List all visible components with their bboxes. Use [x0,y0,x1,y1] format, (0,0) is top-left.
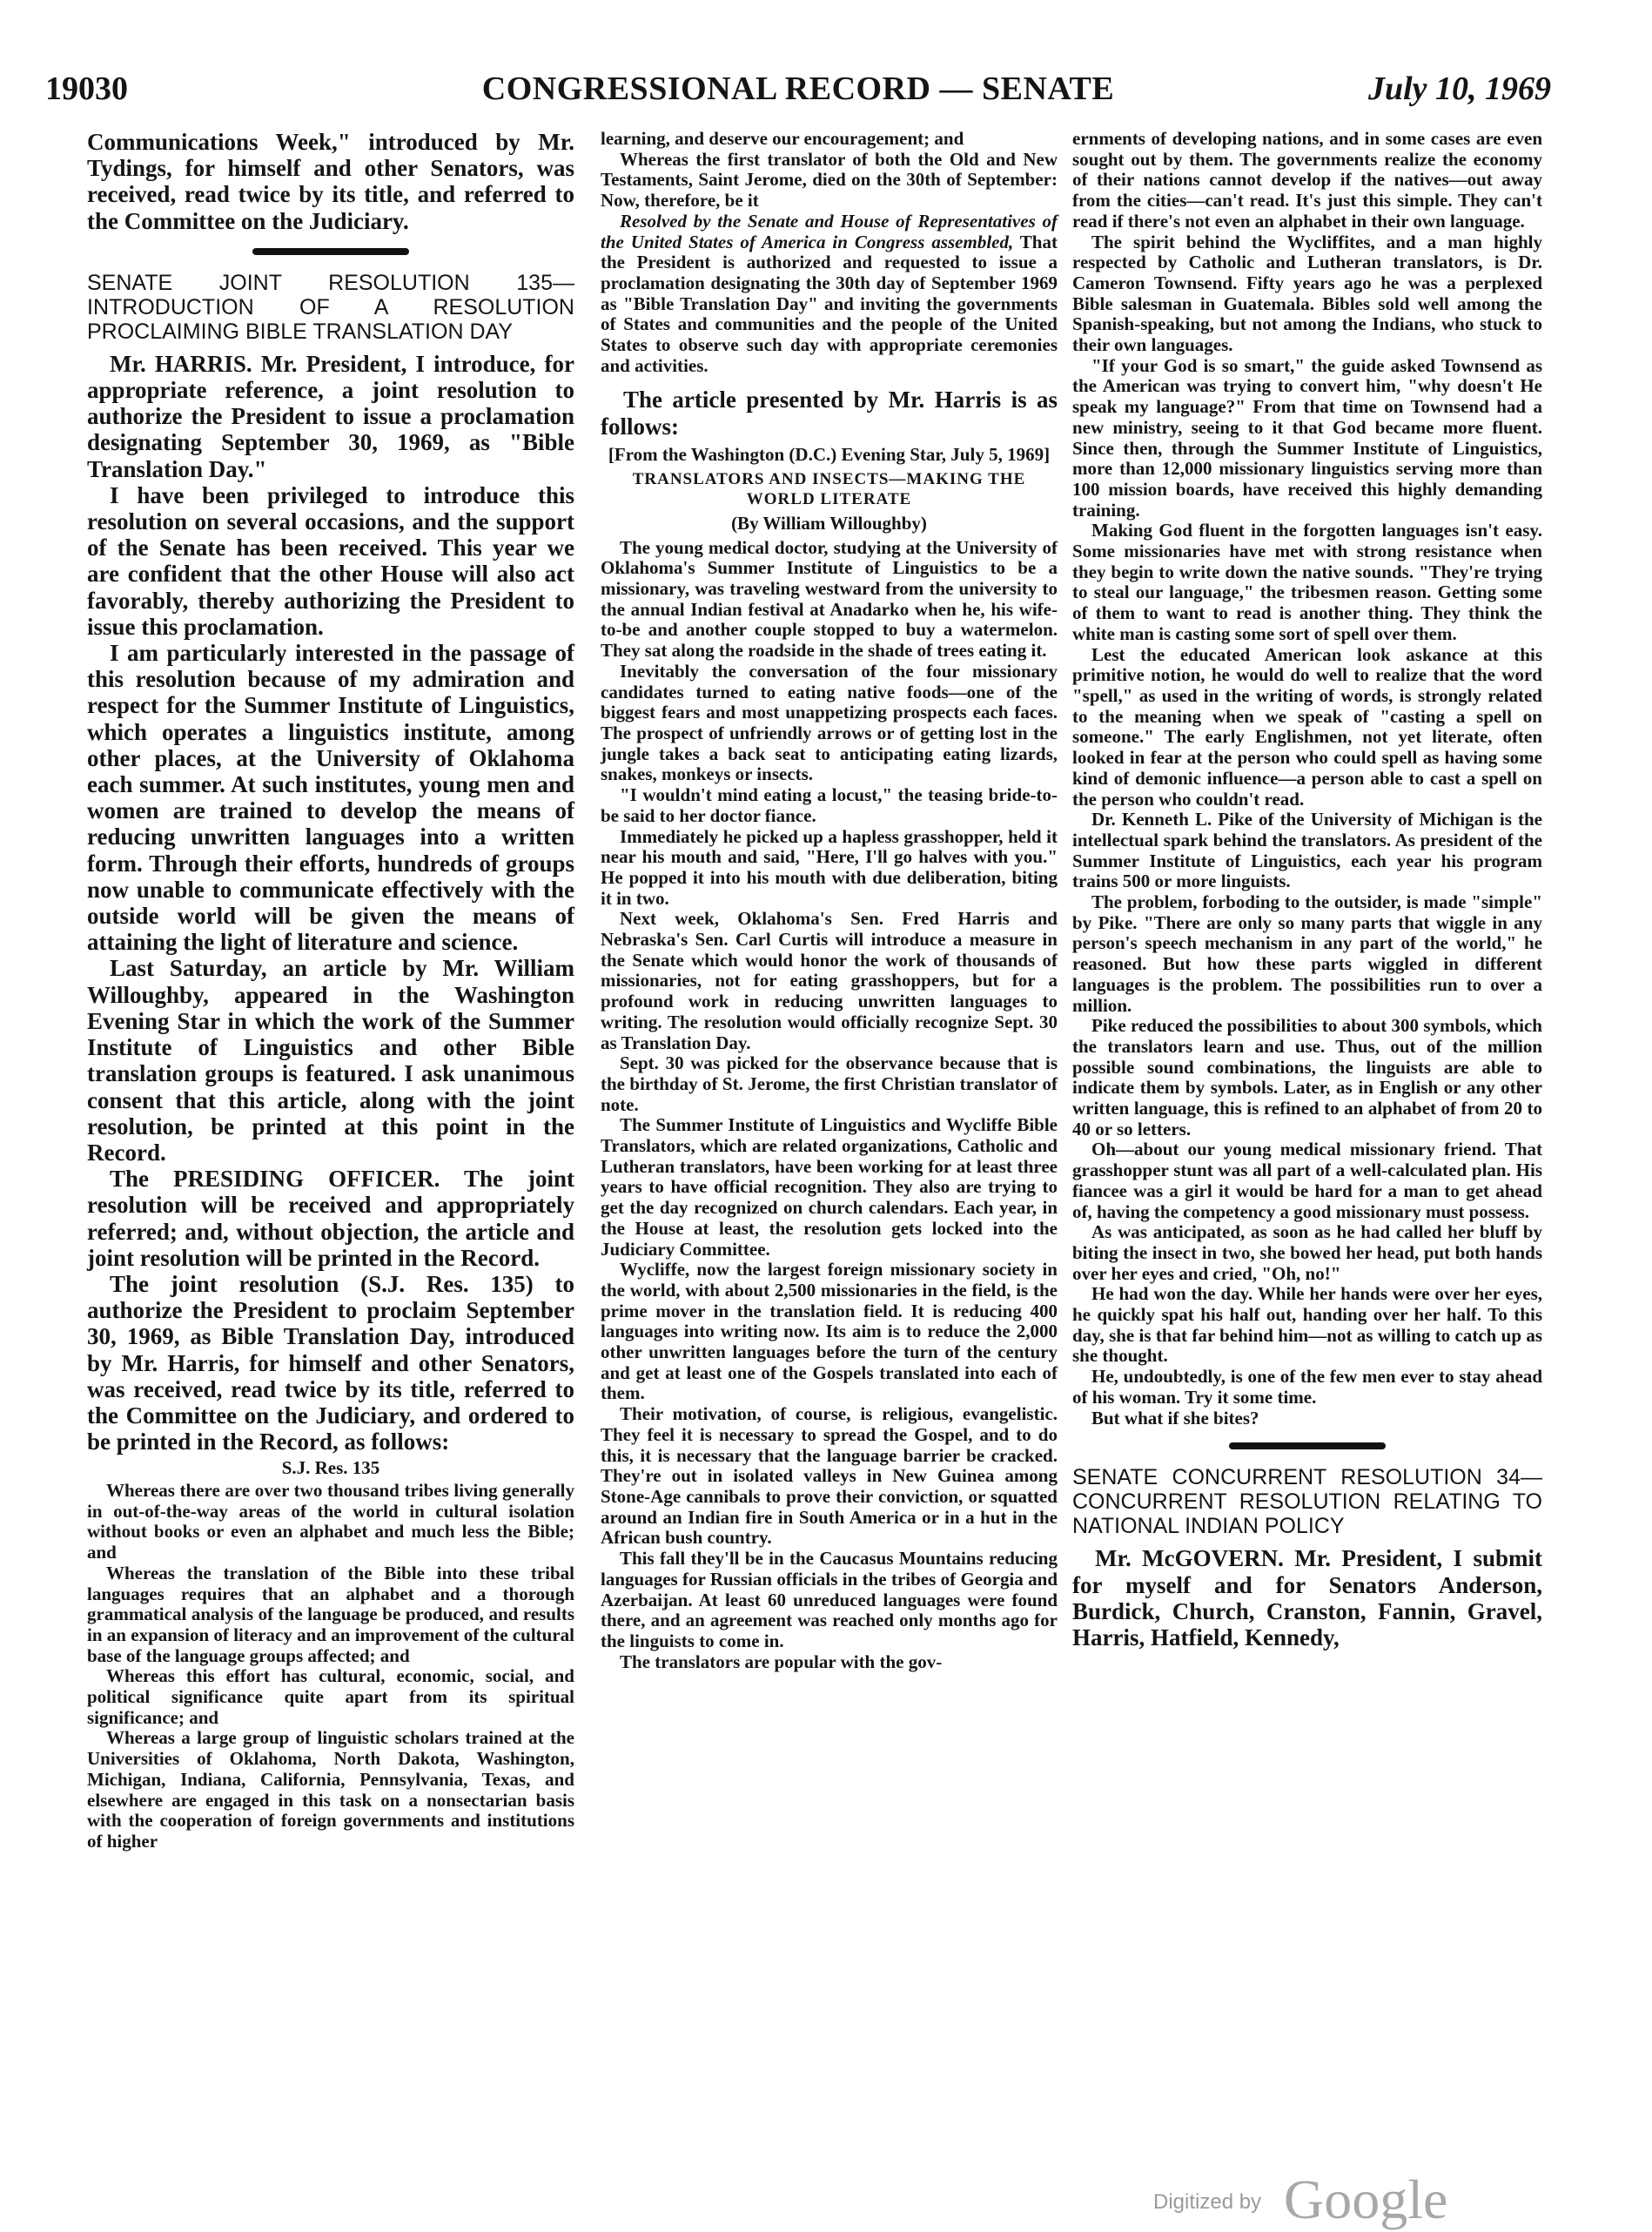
paragraph: Immediately he picked up a hapless grasshopper, held it near his mouth and said, "Here, I'll go halves with you." He popped it into his mouth with due deliberation, biting it in two. [601,825,1058,909]
paragraph: This fall they'll be in the Caucasus Mountains reducing languages for Russian officials in the tribes of Georgia and Azerbaijan. At least 60 unreduced languages were found there, and an agreement was reached only months ago for the linguists to come in. [601,1548,1058,1651]
paragraph: Dr. Kenneth L. Pike of the University of Michigan is the intellectual spark behind the translators. As president of the Summer Institute of Linguistics, each year his program trains 500 or more linguists. [1072,809,1542,892]
article-source: [From the Washington (D.C.) Evening Star, July 5, 1969] [608,443,1051,465]
paragraph: The problem, forboding to the outsider, is made "simple" by Pike. "There are only so many parts that wiggle in any person's speech mechanism in any part of the world," he reasoned. But how these parts wiggled in different languages is the problem. The possibilities run to over a million. [1072,891,1542,1016]
paragraph: But what if she bites? [1091,1407,1259,1429]
paragraph: Their motivation, of course, is religious, evangelistic. They feel it is necessary to spread the Gospel, and to do this, it is necessary that the language barrier be cracked. They're out in isolated valleys in New Guinea among Stone-Age cannibals to prove their conviction, or squatted around an Indian fire in South America or in a hut in the African bush country. [601,1403,1058,1549]
paragraph: Sept. 30 was picked for the observance because that is the birthday of St. Jerome, the first Christian translator of note. [601,1052,1058,1115]
paragraph: He had won the day. While her hands were over her eyes, he quickly spat his half out, handing over her half. To this day, she is that far behind him—not as willing to catch up as she thought. [1072,1283,1542,1367]
resolution-label: S.J. Res. 135 [281,1457,380,1479]
publication-title: CONGRESSIONAL RECORD — SENATE [481,71,1115,107]
whereas-clause: Whereas this effort has cultural, economic, social, and political significance quite apart from its spiritual significance; and [87,1665,574,1728]
whereas-clause: learning, and deserve our encouragement; and [601,128,964,149]
digitized-watermark [1153,2168,1519,2230]
whereas-clause: Whereas the first translator of both the Old and New Testaments, Saint Jerome, died on the 30th of September: Now, therefore, be it [601,148,1058,212]
paragraph: Wycliffe, now the largest foreign missionary society in the world, with about 2,500 missionaries in the field, is the prime mover in the translation field. It is reducing 400 languages into writing now. Its aim is to reduce the 2,000 other unwritten languages before the turn of the century and get at least one of the Gospels translated into each of them. [601,1259,1058,1404]
paragraph: Inevitably the conversation of the four missionary candidates turned to eating native foods—one of the biggest fears and most unappetizing prospects each faces. The prospect of unfriendly arrows or of getting lost in the jungle takes a back seat to anticipating eating lizards, snakes, monkeys or insects. [601,660,1058,785]
paragraph: The joint resolution (S.J. Res. 135) to authorize the President to proclaim September 30, 1969, as Bible Translation Day, introduced by Mr. Harris, for himself and other Senators, was received, read twice by its title, referred to the Committee on the Judiciary, and ordered to be printed in the Record, as follows: [87,1270,574,1456]
paragraph: The spirit behind the Wycliffites, and a man highly respected by Catholic and Lutheran translators, is Dr. Cameron Townsend. Fifty years ago he was a perplexed Bible salesman in Guatemala. Bibles sold well among the Spanish-speaking, but not among the Indians, who stuck to their own languages. [1072,231,1542,356]
paragraph: Lest the educated American look askance at this primitive notion, he would do well to realize that the word "spell," as used in the writing of words, is strongly related to the meaning when we speak of "casting a spell on someone." The early Englishmen, not yet literate, often looked in fear at the person who could spell as having some kind of demonic influence—a person able to cast a spell on the person who couldn't read. [1072,643,1542,810]
paragraph: "I wouldn't mind eating a locust," the teasing bride-to-be said to her doctor fiance. [601,784,1058,826]
paragraph: Making God fluent in the forgotten languages isn't easy. Some missionaries have met with strong resistance when they begin to write down the native sounds. "They're trying to steal our language," the tribesmen reason. Getting some of them to want to read is another thing. They think the white man is casting some sort of spell over them. [1072,520,1542,644]
section-heading: SENATE CONCURRENT RESOLUTION 34—CONCURRENT RESOLUTION RELATING TO NATIONAL INDIAN POLICY [1072,1465,1542,1539]
paragraph: He, undoubtedly, is one of the few men ever to stay ahead of his woman. Try it some time. [1072,1366,1542,1408]
paragraph: Last Saturday, an article by Mr. William Willoughby, appeared in the Washington Evening Star in which the work of the Summer Institute of Linguistics and other Bible translation groups is featured. I ask unanimous consent that this article, along with the joint resolution, be printed at this point in the Record. [87,955,574,1166]
paragraph: Mr. McGOVERN. Mr. President, I submit for myself and for Senators Anderson, Burdick, Church, Cranston, Fannin, Gravel, Harris, Hatfield, Kennedy, [1072,1545,1542,1650]
paragraph: The translators are popular with the gov- [620,1650,943,1672]
resolved-enacting-phrase: Resolved by the Senate and House of Representatives of the United States of America in Congress assembled, [601,210,1058,252]
paragraph: The PRESIDING OFFICER. The joint resolution will be received and appropriately referred; and, without objection, the article and joint resolution will be printed in the Record. [87,1166,574,1271]
paragraph: As was anticipated, as soon as he had called her bluff by biting the insect in two, she bowed her head, put both hands over her eyes and cried, "Oh, no!" [1072,1221,1542,1284]
paragraph: Communications Week," introduced by Mr. Tydings, for himself and other Senators, was received, read twice by its title, and referred to the Committee on the Judiciary. [87,129,574,234]
whereas-clause: Whereas the translation of the Bible into these tribal languages requires that an alphabet and a thorough grammatical analysis of the language be produced, and results in an expansion of literacy and an improvement of the cultural base of the language groups affected; and [87,1562,574,1666]
whereas-clause: Whereas there are over two thousand tribes living generally in out-of-the-way areas of the world in cultural isolation without books or even an alphabet and much less the Bible; and [87,1480,574,1563]
paragraph: Next week, Oklahoma's Sen. Fred Harris and Nebraska's Sen. Carl Curtis will introduce a measure in the Senate which would honor the work of thousands of missionaries, not for eating grasshoppers, but for a profound work in reducing unwritten languages to writing. The resolution would officially recognize Sept. 30 as Translation Day. [601,908,1058,1053]
article-intro: The article presented by Mr. Harris is as follows: [601,387,1058,440]
article-byline: (By William Willoughby) [731,512,927,534]
paragraph: The Summer Institute of Linguistics and Wycliffe Bible Translators, which are related organizations, Catholic and Lutheran translators, have been working for at least three years to have official recognition. They also are trying to get the day recognized on church calendars. Each year, in the House at least, the resolution gets locked into the Judiciary Committee. [601,1114,1058,1260]
paragraph: "If your God is so smart," the guide asked Townsend as the American was trying to convert him, "why doesn't He speak my language?" From that time on Townsend had a new ministry, seeing to it that God became more fluent. Since then, through the Summer Institute of Linguistics, more than 12,000 missionary linguistics serving more than 100 mission boards, have received this highly demanding training. [1072,354,1542,521]
whereas-clause: Whereas a large group of linguistic scholars trained at the Universities of Oklahoma, North Dakota, Washington, Michigan, Indiana, California, Pennsylvania, Texas, and elsewhere are engaged in this task on a nonsectarian basis with the cooperation of foreign governments and institutions of higher [87,1727,574,1852]
watermark-digitized-text: Digitized by [1153,2190,1262,2214]
paragraph: I am particularly interested in the passage of this resolution because of my admiration and respect for the Summer Institute of Linguistics, which operates a linguistics institute, among other places, at the University of Oklahoma each summer. At such institutes, young men and women are trained to develop the means of reducing unwritten languages into a written form. Through their efforts, hundreds of groups now unable to communicate effectively with the outside world will be given the means of attaining the light of literature and science. [87,640,574,956]
resolved-text: That the President is authorized and requested to issue a proclamation designating the 30th day of September 1969 as "Bible Translation Day" and inviting the governments of States and communities and the people of the United States to observe such day with appropriate ceremonies and activities. [601,231,1058,376]
paragraph: Mr. HARRIS. Mr. President, I introduce, for appropriate reference, a joint resolution to authorize the President to issue a proclamation designating September 30, 1969, as "Bible Translation Day." [87,350,574,482]
paragraph: The young medical doctor, studying at the University of Oklahoma's Summer Institute of Linguistics to be a missionary, was traveling westward from the university to the annual Indian festival at Anadarko when he, his wife-to-be and another couple stopped to buy a watermelon. They sat along the roadside in the shade of trees eating it. [601,536,1058,662]
article-title: TRANSLATORS AND INSECTS—MAKING THE WORLD LITERATE [632,469,1026,509]
page-header [45,70,1551,118]
paragraph: Pike reduced the possibilities to about 300 symbols, which the translators learn and use. Thus, out of the million possible sound combinations, the linguists are able to indicate them by symbols. Later, as in English or any other written language, this is refined to an alphabet of from 20 to 40 or so letters. [1072,1015,1542,1140]
column-2 [601,129,1058,1672]
section-divider [1229,1442,1386,1449]
section-heading: SENATE JOINT RESOLUTION 135— INTRODUCTION OF A RESOLUTION PROCLAIMING BIBLE TRANSLATION DAY [87,270,574,344]
column-3 [1072,129,1542,1650]
column-1 [87,129,574,1852]
paragraph: Oh—about our young medical missionary friend. That grasshopper stunt was all part of a well-calculated plan. His fiancee was a girl it would be hard for a man to get ahead of, having the competency a good missionary must possess. [1072,1139,1542,1222]
resolved-clause [601,212,1058,377]
issue-date: July 10, 1969 [1367,71,1551,107]
paragraph: I have been privileged to introduce this resolution on several occasions, and the support of the Senate has been received. This year we are confident that the other House will also act favorably, thereby authorizing the President to issue this proclamation. [87,481,574,640]
page-number: 19030 [45,71,128,107]
google-logo: Google [1284,2168,1448,2230]
paragraph: ernments of developing nations, and in some cases are even sought out by them. The governments realize the economy of their nations cannot develop if the natives—out away from the cities—can't read. It's just this simple. They can't read if there's not even an alphabet in their own language. [1072,128,1542,232]
section-divider [252,248,409,255]
